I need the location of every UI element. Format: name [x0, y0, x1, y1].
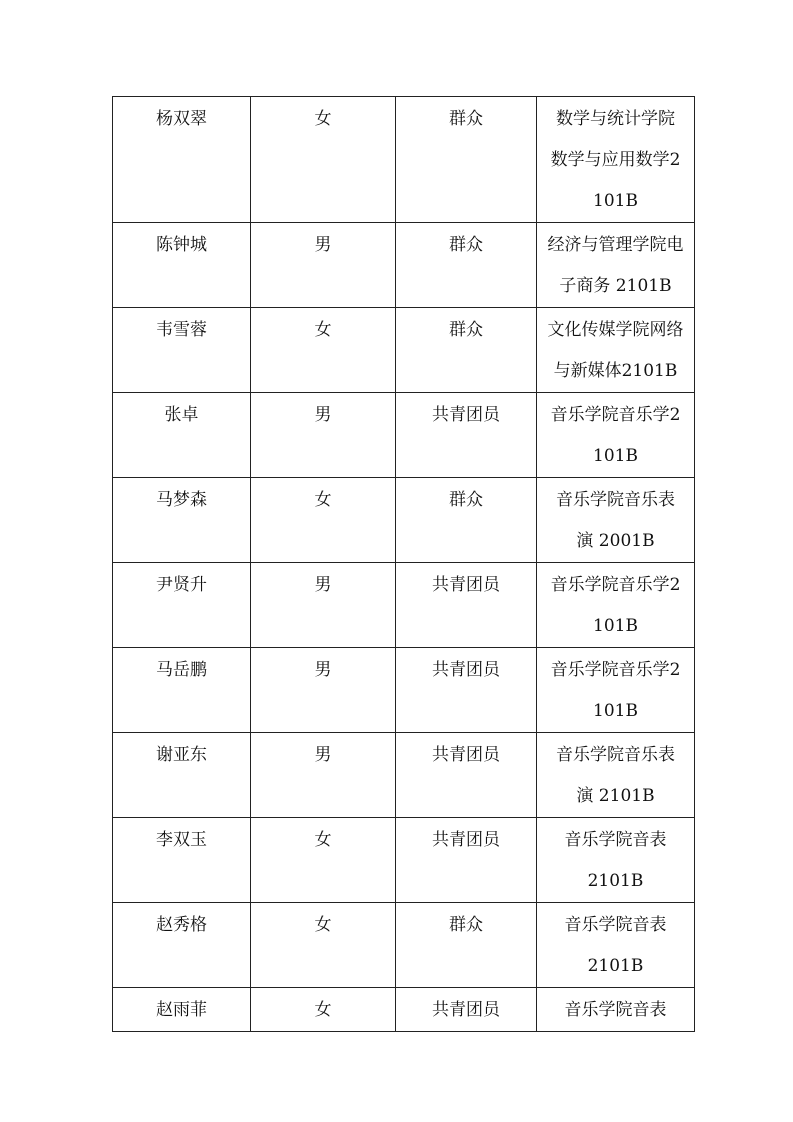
- political-status-cell: 群众: [396, 478, 537, 563]
- political-status-cell: 群众: [396, 223, 537, 308]
- gender-cell: 女: [251, 818, 396, 903]
- table-row: [113, 97, 695, 223]
- table-row: [113, 648, 695, 733]
- political-status-cell: 共青团员: [396, 563, 537, 648]
- table-row: [113, 733, 695, 818]
- class-cell: [537, 563, 695, 648]
- name-cell: 杨双翠: [113, 97, 251, 223]
- gender-cell: 男: [251, 563, 396, 648]
- gender-cell: 女: [251, 903, 396, 988]
- class-text: 音乐学院音乐学2101B: [550, 575, 681, 636]
- class-text: 音乐学院音表2101B: [564, 915, 667, 976]
- class-text: 音乐学院音乐学2101B: [550, 405, 681, 466]
- political-status-cell: 共青团员: [396, 648, 537, 733]
- political-status-cell: 群众: [396, 308, 537, 393]
- student-roster-table: [112, 96, 695, 1032]
- class-text: 音乐学院音表2101B: [564, 830, 667, 891]
- class-cell: [537, 648, 695, 733]
- table-row: [113, 393, 695, 478]
- table-row: [113, 563, 695, 648]
- name-cell: 马梦森: [113, 478, 251, 563]
- gender-cell: 男: [251, 648, 396, 733]
- political-status-cell: 群众: [396, 903, 537, 988]
- name-cell: 李双玉: [113, 818, 251, 903]
- political-status-cell: 群众: [396, 97, 537, 223]
- class-text: 音乐学院音乐表演 2001B: [556, 490, 675, 551]
- name-cell: 赵雨菲: [113, 988, 251, 1032]
- gender-cell: 男: [251, 223, 396, 308]
- table-row: [113, 478, 695, 563]
- gender-cell: 女: [251, 308, 396, 393]
- name-cell: 谢亚东: [113, 733, 251, 818]
- class-cell: [537, 818, 695, 903]
- class-cell: [537, 97, 695, 223]
- table-row: [113, 223, 695, 308]
- class-text: 文化传媒学院网络与新媒体2101B: [547, 320, 684, 381]
- gender-cell: 男: [251, 393, 396, 478]
- class-text: 音乐学院音乐表演 2101B: [556, 745, 675, 806]
- class-cell: [537, 393, 695, 478]
- gender-cell: 女: [251, 478, 396, 563]
- table-row: [113, 903, 695, 988]
- name-cell: 马岳鹏: [113, 648, 251, 733]
- class-cell: [537, 308, 695, 393]
- class-cell: [537, 223, 695, 308]
- class-text: 数学与统计学院数学与应用数学2101B: [550, 109, 681, 211]
- political-status-cell: 共青团员: [396, 733, 537, 818]
- class-cell: [537, 988, 695, 1032]
- name-cell: 尹贤升: [113, 563, 251, 648]
- name-cell: 张卓: [113, 393, 251, 478]
- table-row: [113, 818, 695, 903]
- class-cell: [537, 733, 695, 818]
- table-row: [113, 988, 695, 1032]
- gender-cell: 男: [251, 733, 396, 818]
- class-text: 经济与管理学院电子商务 2101B: [547, 235, 684, 296]
- table-row: [113, 308, 695, 393]
- name-cell: 赵秀格: [113, 903, 251, 988]
- name-cell: 陈钟城: [113, 223, 251, 308]
- class-text: 音乐学院音表: [564, 1000, 667, 1020]
- gender-cell: 女: [251, 988, 396, 1032]
- class-cell: [537, 903, 695, 988]
- class-text: 音乐学院音乐学2101B: [550, 660, 681, 721]
- political-status-cell: 共青团员: [396, 988, 537, 1032]
- political-status-cell: 共青团员: [396, 393, 537, 478]
- name-cell: 韦雪蓉: [113, 308, 251, 393]
- gender-cell: 女: [251, 97, 396, 223]
- class-cell: [537, 478, 695, 563]
- political-status-cell: 共青团员: [396, 818, 537, 903]
